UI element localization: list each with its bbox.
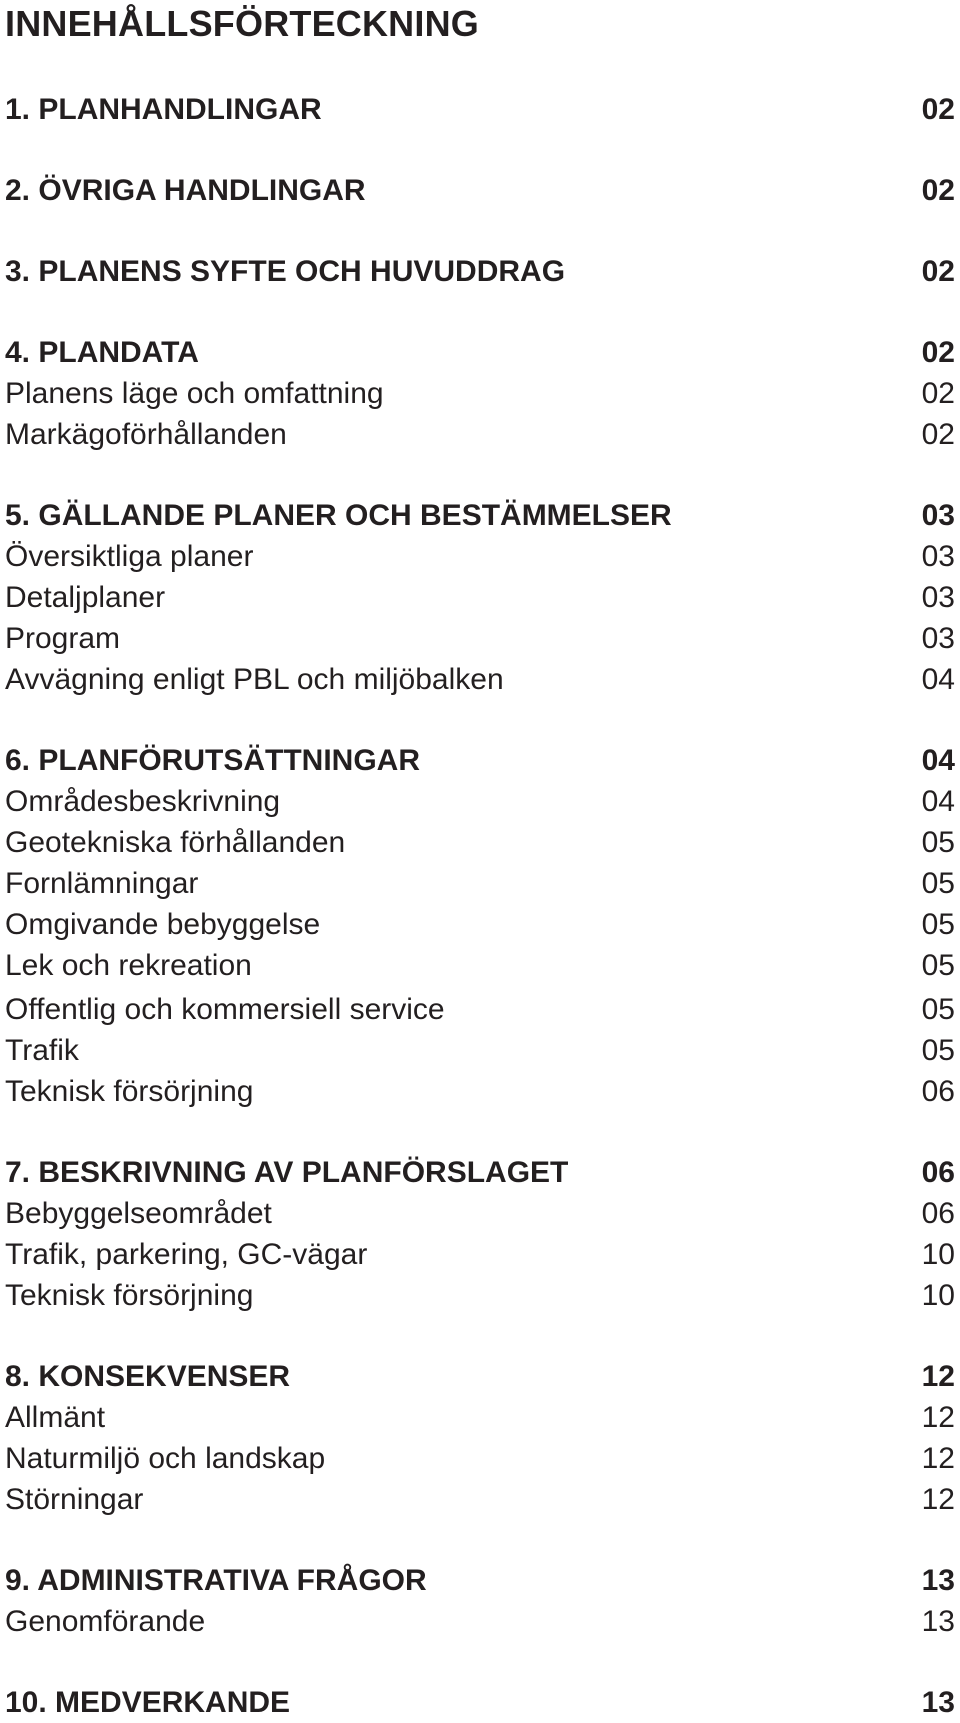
toc-subsection-row xyxy=(5,864,955,904)
toc-subsection-row xyxy=(5,1602,955,1642)
toc-entry-page-number: 13 xyxy=(921,1686,955,1719)
toc-entry-label: 4. PLANDATA xyxy=(5,336,199,369)
toc-entry-label: Lek och rekreation xyxy=(5,949,252,982)
toc-subsection-row xyxy=(5,823,955,863)
toc-entry-label: 2. ÖVRIGA HANDLINGAR xyxy=(5,174,366,207)
toc-entry-page-number: 05 xyxy=(921,993,955,1026)
toc-entry-page-number: 12 xyxy=(921,1442,955,1475)
toc-entry-label: Naturmiljö och landskap xyxy=(5,1442,326,1475)
toc-entry-label: Översiktliga planer xyxy=(5,540,254,573)
toc-section-row xyxy=(5,1683,955,1723)
toc-entry-label: 10. MEDVERKANDE xyxy=(5,1686,291,1719)
toc-section-row xyxy=(5,1153,955,1193)
toc-section-row xyxy=(5,171,955,211)
toc-section-row xyxy=(5,90,955,130)
toc-subsection-row xyxy=(5,782,955,822)
toc-entry-page-number: 02 xyxy=(921,93,955,126)
toc-entry-page-number: 02 xyxy=(921,336,955,369)
toc-entry-label: Avvägning enligt PBL och miljöbalken xyxy=(5,663,504,696)
toc-entry-page-number: 05 xyxy=(921,826,955,859)
toc-entry-label: Omgivande bebyggelse xyxy=(5,908,321,941)
toc-entry-label: Genomförande xyxy=(5,1605,206,1638)
toc-subsection-row xyxy=(5,1276,955,1316)
toc-entry-label: 5. GÄLLANDE PLANER OCH BESTÄMMELSER xyxy=(5,499,672,532)
toc-entry-page-number: 12 xyxy=(921,1401,955,1434)
toc-entry-page-number: 04 xyxy=(921,663,955,696)
toc-entry-label: 6. PLANFÖRUTSÄTTNINGAR xyxy=(5,744,420,777)
toc-entry-page-number: 12 xyxy=(921,1360,955,1393)
toc-entry-page-number: 10 xyxy=(921,1238,955,1271)
toc-subsection-row xyxy=(5,578,955,618)
toc-entry-page-number: 03 xyxy=(921,581,955,614)
toc-entry-page-number: 13 xyxy=(921,1605,955,1638)
toc-entry-page-number: 05 xyxy=(921,867,955,900)
toc-section-row xyxy=(5,252,955,292)
toc-entry-page-number: 05 xyxy=(921,1034,955,1067)
toc-subsection-row xyxy=(5,1031,955,1071)
toc-entry-page-number: 05 xyxy=(921,949,955,982)
toc-entry-label: Program xyxy=(5,622,121,655)
toc-entry-label: 9. ADMINISTRATIVA FRÅGOR xyxy=(5,1564,427,1597)
toc-entry-page-number: 10 xyxy=(921,1279,955,1312)
toc-section-row xyxy=(5,496,955,536)
toc-entry-label: Planens läge och omfattning xyxy=(5,377,384,410)
page-title: INNEHÅLLSFÖRTECKNING xyxy=(5,3,479,44)
toc-subsection-row xyxy=(5,946,955,986)
toc-subsection-row xyxy=(5,1480,955,1520)
toc-entry-label: Fornlämningar xyxy=(5,867,199,900)
toc-entry-page-number: 12 xyxy=(921,1483,955,1516)
toc-subsection-row xyxy=(5,990,955,1030)
toc-entry-page-number: 03 xyxy=(921,499,955,532)
toc-subsection-row xyxy=(5,660,955,700)
toc-entry-label: Områdesbeskrivning xyxy=(5,785,281,818)
toc-section-row xyxy=(5,333,955,373)
toc-entry-page-number: 06 xyxy=(921,1156,955,1189)
toc-entry-label: 8. KONSEKVENSER xyxy=(5,1360,291,1393)
toc-subsection-row xyxy=(5,1439,955,1479)
toc-section-row xyxy=(5,741,955,781)
toc-entry-label: Allmänt xyxy=(5,1401,106,1434)
toc-entry-page-number: 02 xyxy=(921,174,955,207)
toc-entry-page-number: 04 xyxy=(921,785,955,818)
toc-entry-label: Markägoförhållanden xyxy=(5,418,287,451)
toc-entry-label: Offentlig och kommersiell service xyxy=(5,993,445,1026)
toc-entry-label: Trafik xyxy=(5,1034,79,1067)
toc-entry-label: Detaljplaner xyxy=(5,581,166,614)
toc-entry-page-number: 06 xyxy=(921,1075,955,1108)
toc-subsection-row xyxy=(5,619,955,659)
toc-section-row xyxy=(5,1357,955,1397)
toc-entry-page-number: 02 xyxy=(921,377,955,410)
toc-entry-label: Bebyggelseområdet xyxy=(5,1197,272,1230)
toc-subsection-row xyxy=(5,1398,955,1438)
toc-entry-page-number: 02 xyxy=(921,418,955,451)
toc-entry-label: Trafik, parkering, GC-vägar xyxy=(5,1238,368,1271)
toc-entry-page-number: 03 xyxy=(921,622,955,655)
toc-entry-label: 7. BESKRIVNING AV PLANFÖRSLAGET xyxy=(5,1156,569,1189)
toc-entry-page-number: 06 xyxy=(921,1197,955,1230)
toc-entry-page-number: 04 xyxy=(921,744,955,777)
toc-entry-label: Teknisk försörjning xyxy=(5,1075,254,1108)
toc-entry-page-number: 02 xyxy=(921,255,955,288)
toc-entry-label: 3. PLANENS SYFTE OCH HUVUDDRAG xyxy=(5,255,566,288)
toc-entry-page-number: 13 xyxy=(921,1564,955,1597)
toc-subsection-row xyxy=(5,1235,955,1275)
toc-subsection-row xyxy=(5,537,955,577)
toc-subsection-row xyxy=(5,1194,955,1234)
toc-subsection-row xyxy=(5,905,955,945)
toc-subsection-row xyxy=(5,374,955,414)
toc-subsection-row xyxy=(5,415,955,455)
toc-entry-label: Störningar xyxy=(5,1483,144,1516)
toc-entry-label: Geotekniska förhållanden xyxy=(5,826,346,859)
toc-section-row xyxy=(5,1561,955,1601)
toc-entry-label: Teknisk försörjning xyxy=(5,1279,254,1312)
toc-subsection-row xyxy=(5,1072,955,1112)
toc-entry-page-number: 03 xyxy=(921,540,955,573)
toc-entry-label: 1. PLANHANDLINGAR xyxy=(5,93,322,126)
toc-entry-page-number: 05 xyxy=(921,908,955,941)
